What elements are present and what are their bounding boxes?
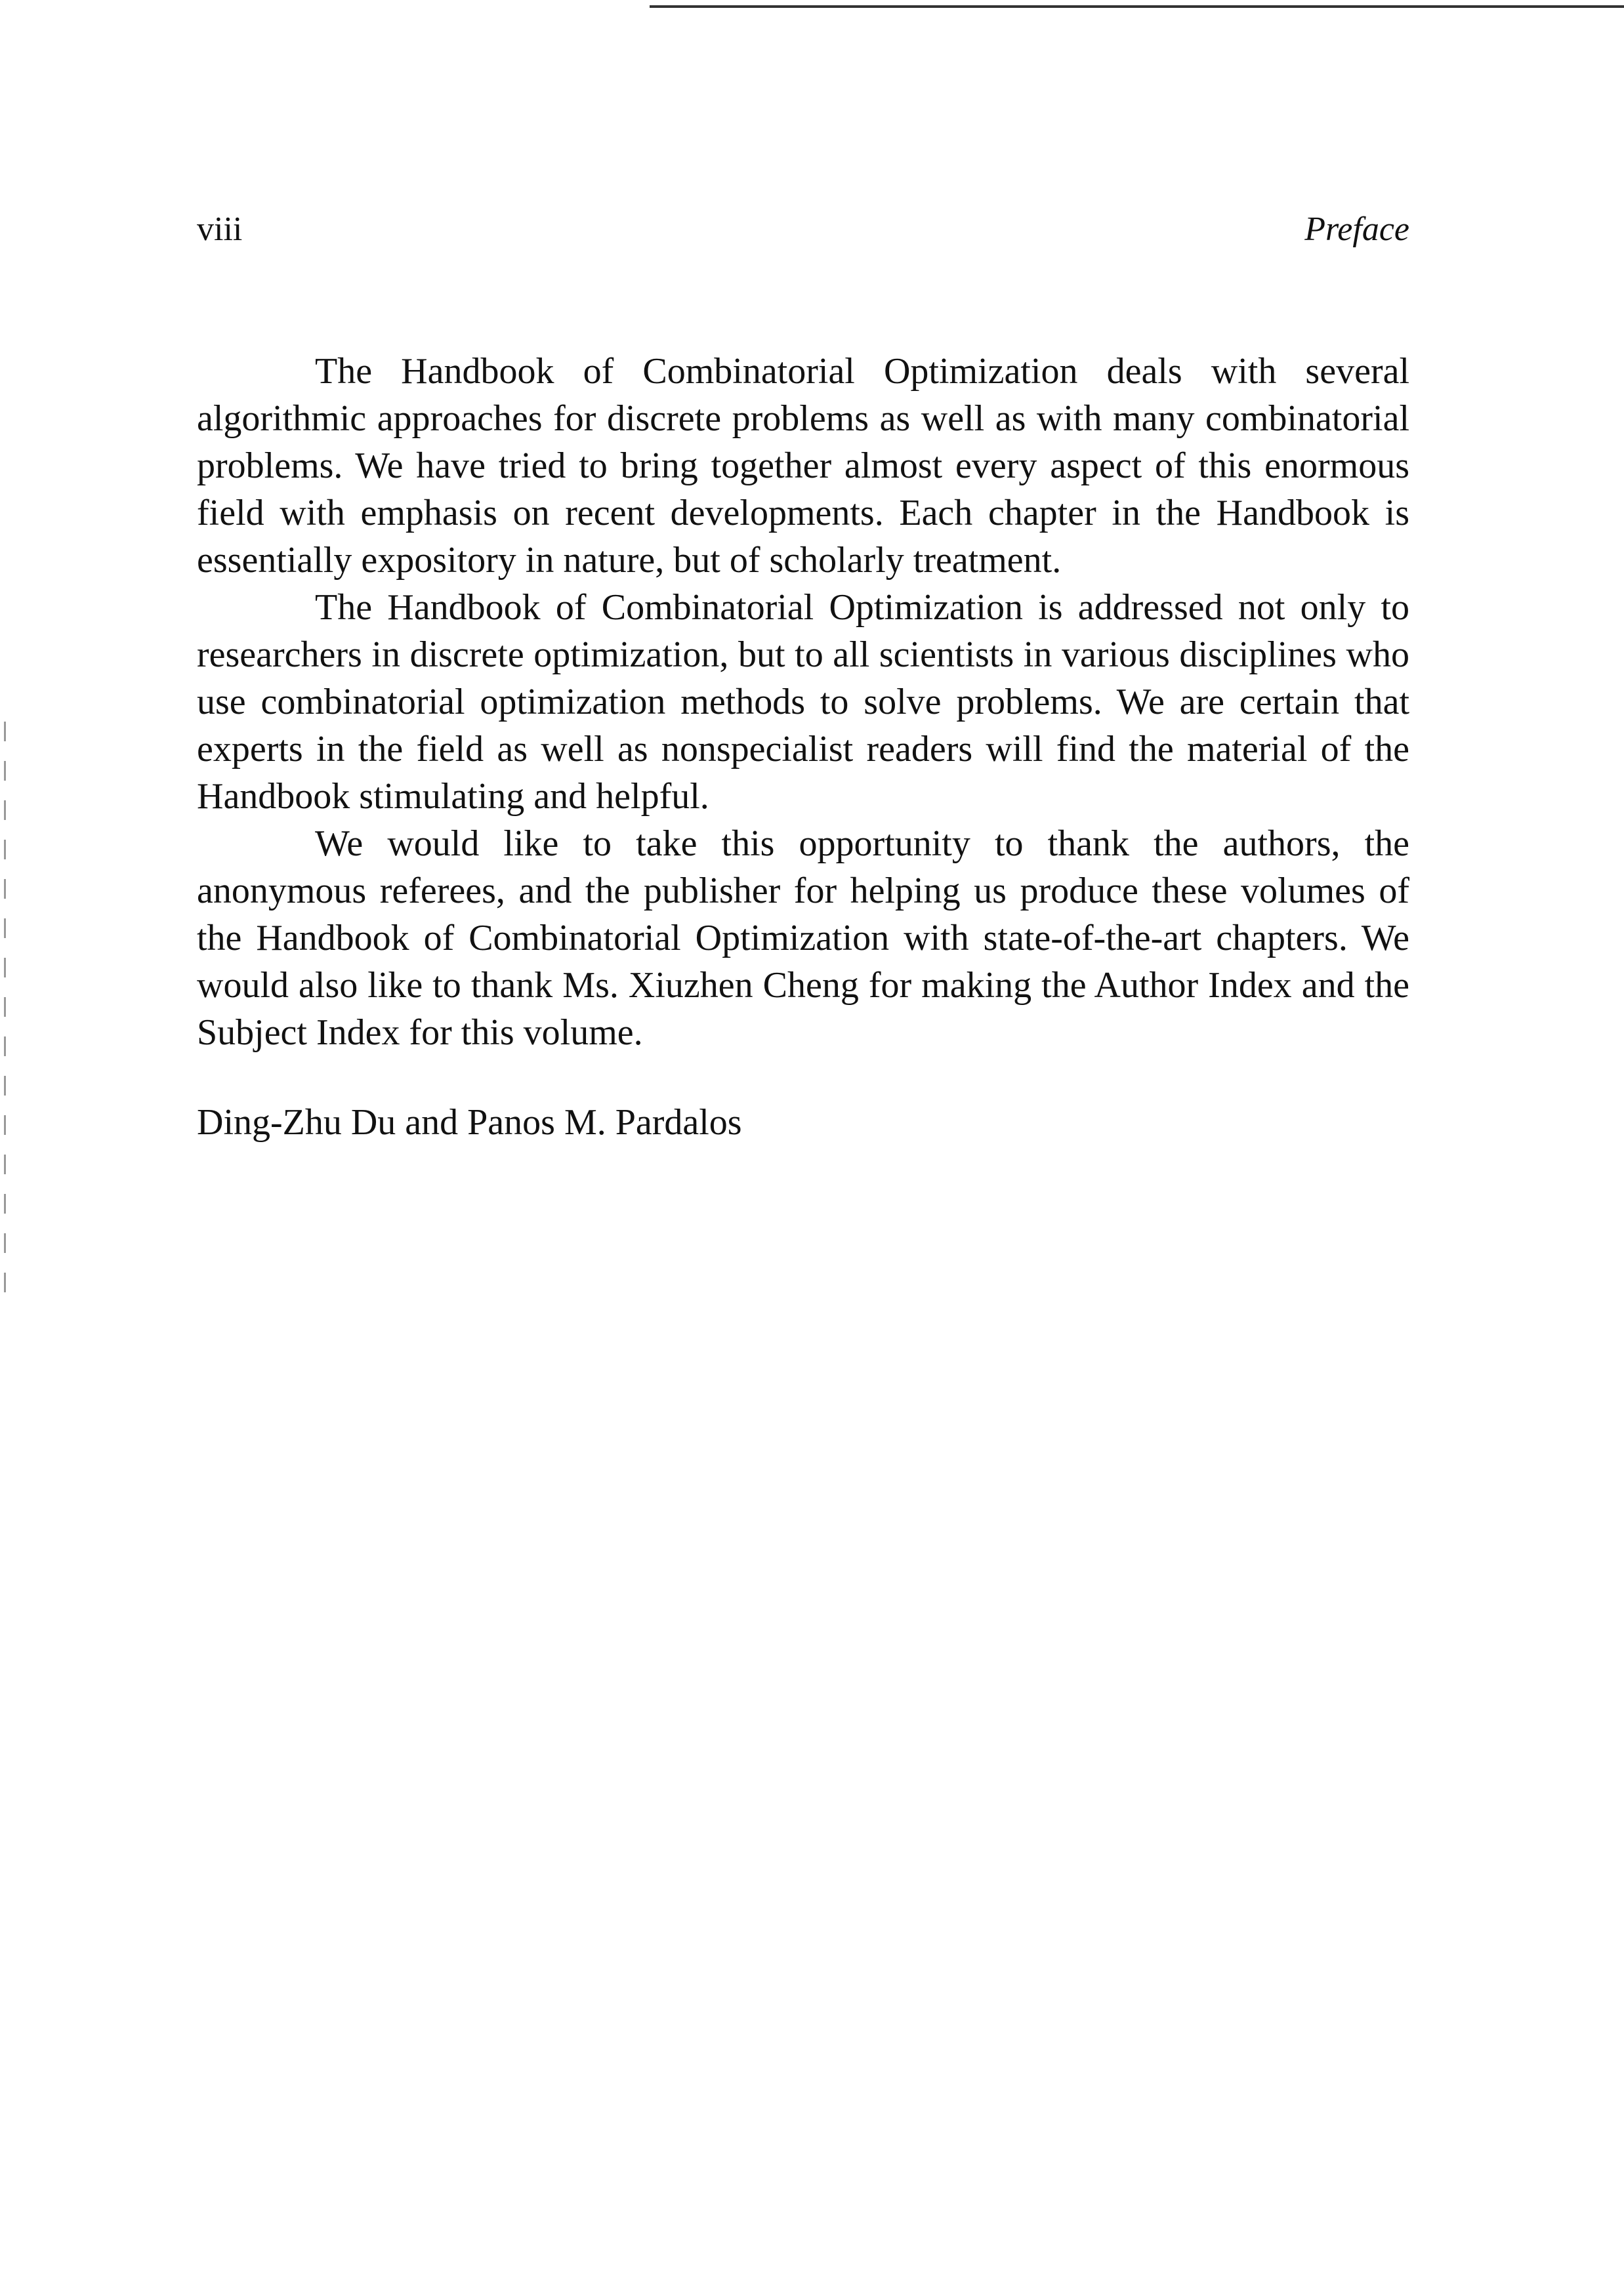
scan-edge-mark — [4, 722, 6, 1312]
paragraph-2: The Handbook of Combinatorial Optimization is addressed not only to researchers in discrete optimization, but to all scientists in various disciplines who use combinatorial optimization methods to solve problems. We are certain that experts in the field as well as nonspecialist readers will find the material of the Handbook stimulating and helpful. — [197, 587, 1409, 817]
top-rule — [650, 5, 1624, 8]
author-signature: Ding-Zhu Du and Panos M. Pardalos — [197, 1102, 742, 1143]
preface-body — [197, 348, 1409, 1056]
running-title: Preface — [1304, 211, 1409, 248]
page-number: viii — [197, 211, 243, 248]
paragraph-3: We would like to take this opportunity to thank the authors, the anonymous referees, and the publisher for helping us produce these volumes of the Handbook of Combinatorial Optimization with state-of-the-art chapters. We would also like to thank Ms. Xiuzhen Cheng for making the Author Index and the Subject Index for this volume. — [197, 823, 1409, 1053]
paragraph-1: The Handbook of Combinatorial Optimization deals with several algorithmic approaches for discrete problems as well as with many combinatorial problems. We have tried to bring together almost every aspect of this enormous field with emphasis on recent developments. Each chapter in the Handbook is essentially expository in nature, but of scholarly treatment. — [197, 351, 1409, 581]
page-header — [197, 210, 1409, 256]
